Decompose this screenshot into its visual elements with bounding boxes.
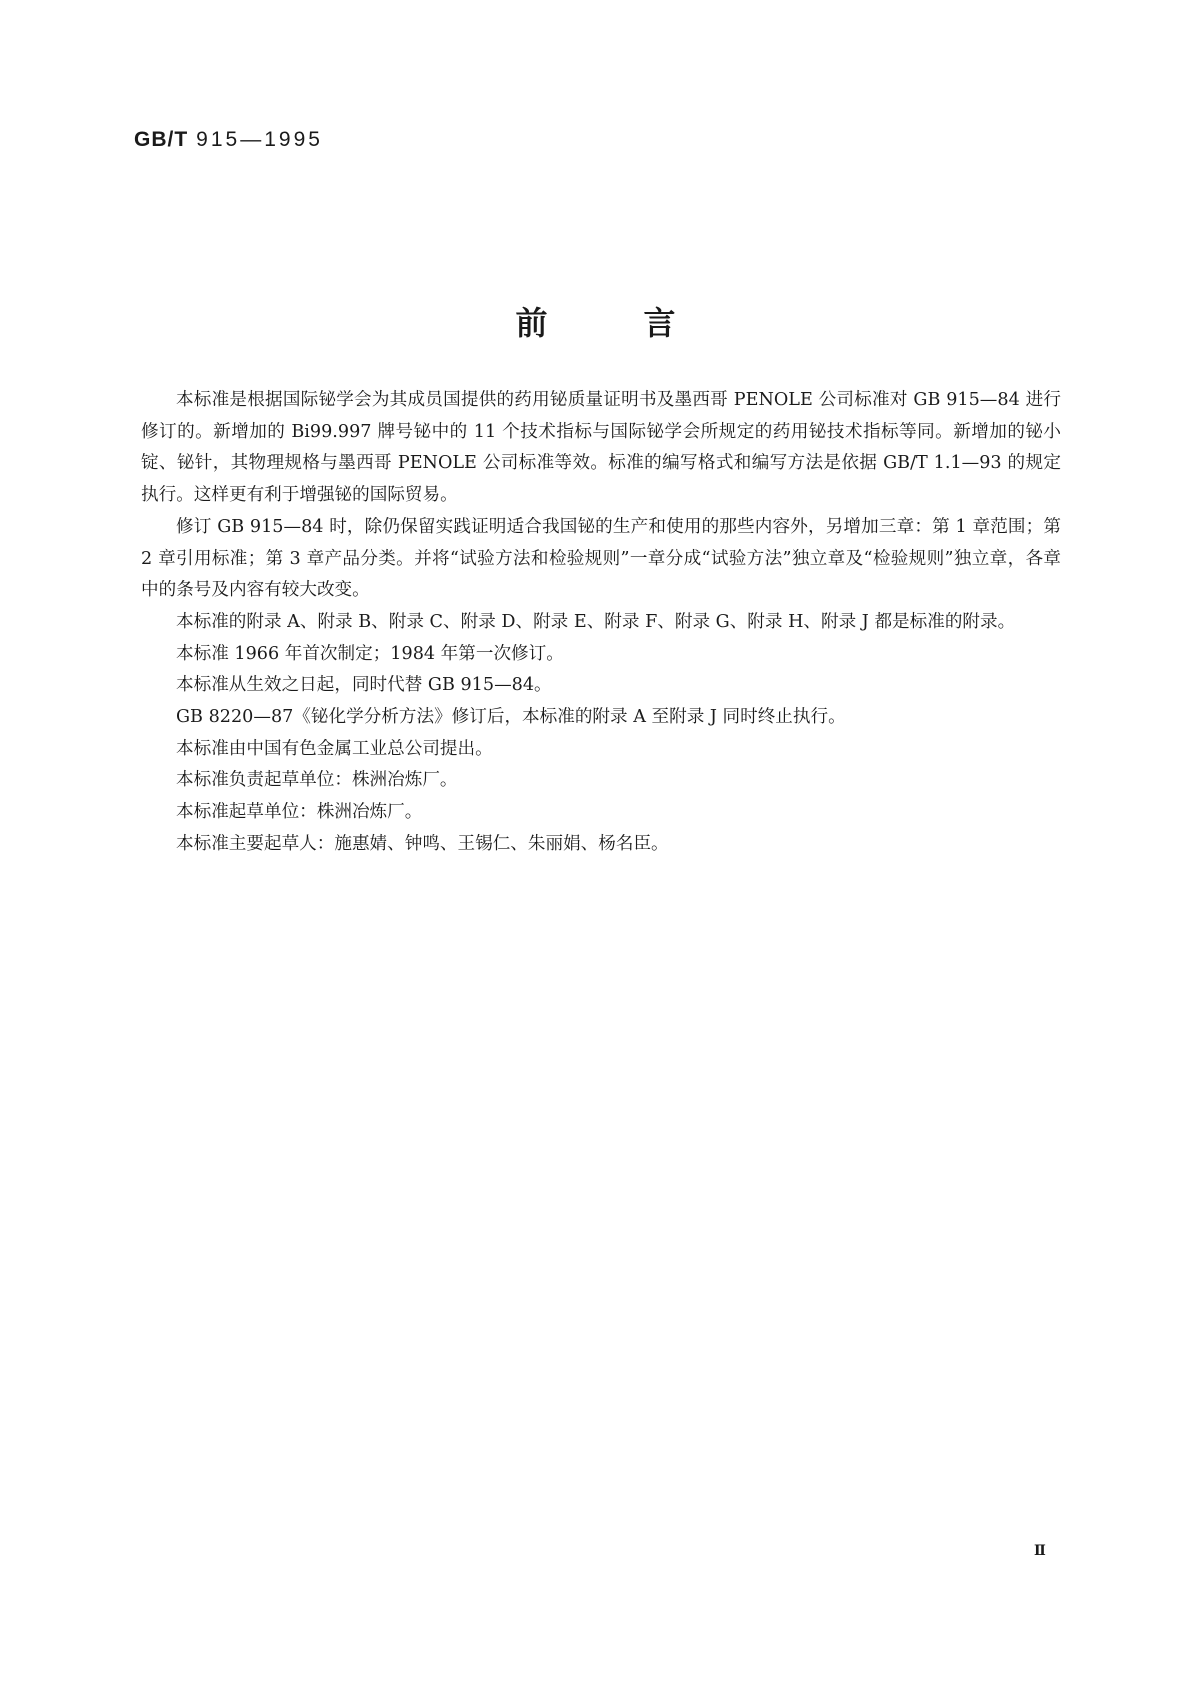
- foreword-title-char-1: 前: [515, 304, 548, 342]
- foreword-title: [0, 298, 1191, 344]
- paragraph-replacement: 本标准从生效之日起，同时代替 GB 915—84。: [176, 675, 552, 696]
- standard-code-header: [134, 128, 323, 152]
- paragraph-drafting-unit: 本标准起草单位：株洲冶炼厂。: [176, 802, 423, 823]
- foreword-title-char-2: 言: [643, 304, 676, 342]
- standard-code-number: 915—1995: [196, 128, 323, 151]
- paragraph-revision-changes: 修订 GB 915—84 时，除仍保留实践证明适合我国铋的生产和使用的那些内容外，另增加三章：第 1 章范围；第 2 章引用标准；第 3 章产品分类。并将“试验方法和检验规则”一章分成“试验方法”独立章及“检验规则”独立章，各章中的条号及内容有较大改变。: [141, 516, 1061, 601]
- paragraph-revision-basis: 本标准是根据国际铋学会为其成员国提供的药用铋质量证明书及墨西哥 PENOLE 公司标准对 GB 915—84 进行修订的。新增加的 Bi99.997 牌号铋中的 11 个技术指标与国际铋学会所规定的药用铋技术指标等同。新增加的铋小锭、铋针，其物理规格与墨西哥 PENOLE 公司标准等效。标准的编写格式和编写方法是依据 GB/T 1.1—93 的规定执行。这样更有利于增强铋的国际贸易。: [141, 390, 1061, 506]
- paragraph-history: 本标准 1966 年首次制定；1984 年第一次修订。: [176, 643, 564, 664]
- paragraph-proposer: 本标准由中国有色金属工业总公司提出。: [176, 738, 493, 759]
- paragraph-appendices: 本标准的附录 A、附录 B、附录 C、附录 D、附录 E、附录 F、附录 G、附录 H、附录 J 都是标准的附录。: [176, 611, 1016, 632]
- standard-code-prefix: GB/T: [134, 128, 189, 151]
- page-number: Ⅱ: [1034, 1543, 1046, 1559]
- foreword-body: [141, 385, 1061, 861]
- paragraph-responsible-drafter: 本标准负责起草单位：株洲冶炼厂。: [176, 770, 458, 791]
- paragraph-main-drafters: 本标准主要起草人：施惠婧、钟鸣、王锡仁、朱丽娟、杨名臣。: [176, 833, 669, 854]
- paragraph-termination: GB 8220—87《铋化学分析方法》修订后，本标准的附录 A 至附录 J 同时终止执行。: [176, 707, 846, 728]
